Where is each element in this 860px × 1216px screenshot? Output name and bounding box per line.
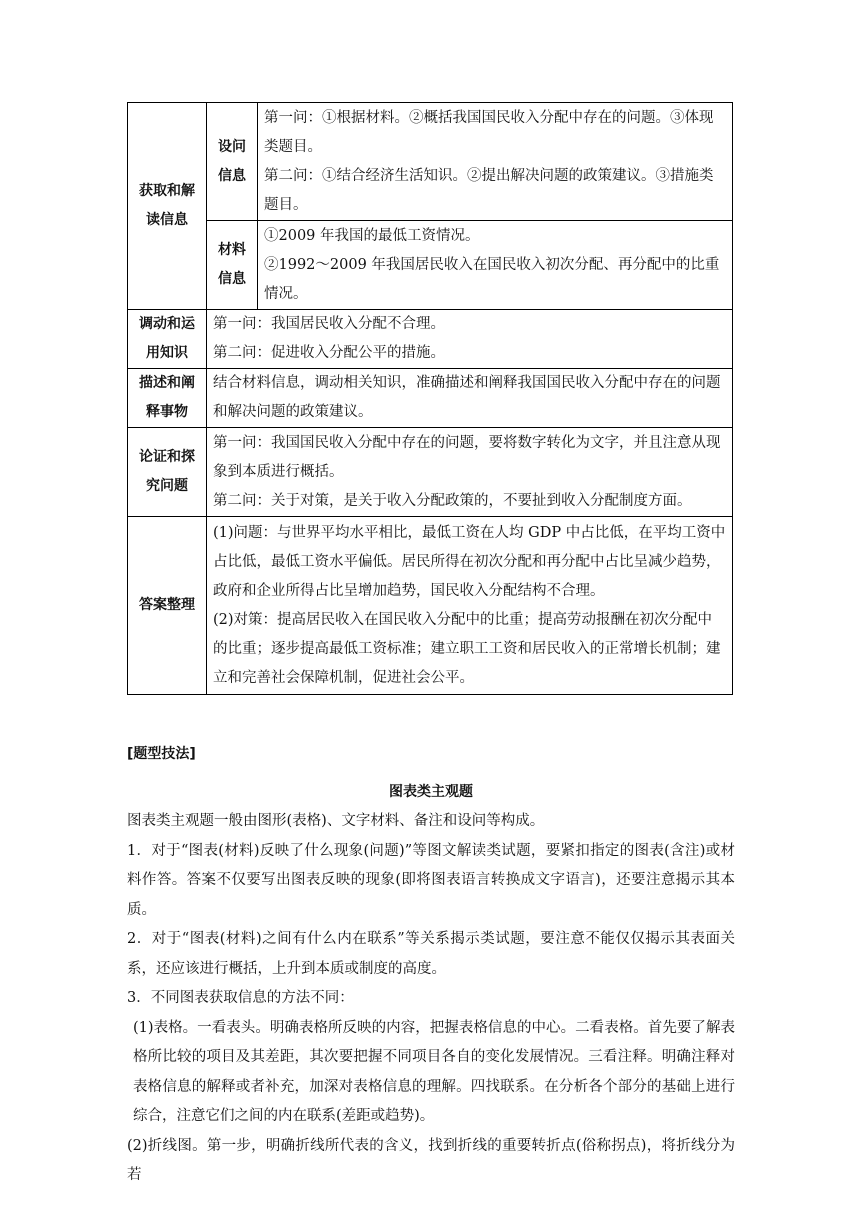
table-row bbox=[128, 517, 733, 695]
category-cell: 描述和阐释事物 bbox=[128, 369, 207, 428]
table-row bbox=[128, 221, 733, 310]
table-row bbox=[128, 103, 733, 221]
paragraph: 2．对于“图表(材料)之间有什么内在联系”等关系揭示类试题，要注意不能仅仅揭示其表面关系，还应该进行概括，上升到本质或制度的高度。 bbox=[127, 931, 735, 977]
table-row bbox=[128, 428, 733, 517]
content-cell bbox=[258, 103, 733, 221]
subcategory-cell: 设问信息 bbox=[207, 103, 258, 221]
section-tag: [题型技法] bbox=[127, 746, 196, 762]
paragraph: 1．对于“图表(材料)反映了什么现象(问题)”等图文解读类试题，要紧扣指定的图表(含注)或材料作答。答案不仅要写出图表反映的现象(即将图表语言转换成文字语言)，还要注意揭示其本质。 bbox=[127, 842, 735, 918]
paragraph: 3．不同图表获取信息的方法不同： bbox=[127, 990, 354, 1006]
content-line: (1)问题：与世界平均水平相比，最低工资在人均 GDP 中占比低，在平均工资中占比低，最低工资水平偏低。居民所得在初次分配和再分配中占比呈减少趋势，政府和企业所得占比呈增加趋势，国民收入分配结构不合理。 bbox=[213, 524, 726, 599]
paragraph: (1)表格。一看表头。明确表格所反映的内容，把握表格信息的中心。二看表格。首先要了解表格所比较的项目及其差距，其次要把握不同项目各自的变化发展情况。三看注释。明确注释对表格信息的解释或者补充，加深对表格信息的理解。四找联系。在分析各个部分的基础上进行综合，注意它们之间的内在联系(差距或趋势)。 bbox=[133, 1019, 735, 1124]
content-cell bbox=[258, 221, 733, 310]
category-cell: 调动和运用知识 bbox=[128, 310, 207, 369]
content-cell bbox=[207, 428, 733, 517]
content-line: ②1992～2009 年我国居民收入在国民收入初次分配、再分配中的比重情况。 bbox=[264, 256, 720, 302]
table-row bbox=[128, 310, 733, 369]
paragraph: 图表类主观题一般由图形(表格)、文字材料、备注和设问等构成。 bbox=[127, 813, 545, 829]
paragraph: (2)折线图。第一步，明确折线所代表的含义，找到折线的重要转折点(俗称拐点)，将折线分为若 bbox=[127, 1137, 735, 1183]
section-heading: 图表类主观题 bbox=[389, 783, 473, 800]
content-line: 第二问：①结合经济生活知识。②提出解决问题的政策建议。③措施类题目。 bbox=[264, 167, 714, 213]
category-cell: 答案整理 bbox=[128, 517, 207, 695]
content-cell bbox=[207, 369, 733, 428]
table-row bbox=[128, 369, 733, 428]
content-cell bbox=[207, 310, 733, 369]
content-line: 第一问：我国居民收入分配不合理。 bbox=[213, 316, 445, 332]
content-line: ①2009 年我国的最低工资情况。 bbox=[264, 227, 480, 244]
content-line: 第一问：①根据材料。②概括我国国民收入分配中存在的问题。③体现类题目。 bbox=[264, 109, 714, 155]
subcategory-cell: 材料信息 bbox=[207, 221, 258, 310]
content-line: 第一问：我国国民收入分配中存在的问题，要将数字转化为文字，并且注意从现象到本质进行概括。 bbox=[213, 434, 721, 480]
analysis-table bbox=[127, 102, 733, 695]
content-cell bbox=[207, 517, 733, 695]
content-line: 结合材料信息，调动相关知识，准确描述和阐释我国国民收入分配中存在的问题和解决问题的政策建议。 bbox=[213, 375, 721, 420]
method-section bbox=[127, 740, 735, 1191]
content-line: (2)对策：提高居民收入在国民收入分配中的比重；提高劳动报酬在初次分配中的比重；逐步提高最低工资标准；建立职工工资和居民收入的正常增长机制；建立和完善社会保障机制，促进社会公平。 bbox=[213, 611, 721, 686]
content-line: 第二问：关于对策，是关于收入分配政策的，不要扯到收入分配制度方面。 bbox=[213, 492, 692, 509]
category-cell: 获取和解读信息 bbox=[128, 103, 207, 310]
category-cell: 论证和探究问题 bbox=[128, 428, 207, 517]
content-line: 第二问：促进收入分配公平的措施。 bbox=[213, 345, 445, 361]
